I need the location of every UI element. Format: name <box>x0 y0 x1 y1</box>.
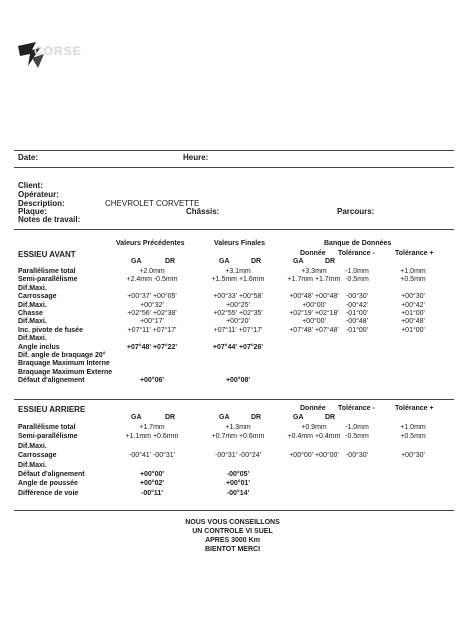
avant-row-fin: +00°25' <box>226 301 250 309</box>
arriere-row-donnee: +0.4mm +0.4mm <box>287 433 341 441</box>
arriere-row-label: Parallélisme total <box>18 424 76 431</box>
arriere-row-label: Dif.Maxi. <box>18 461 47 469</box>
arriere-row-label: Angle de poussée <box>18 480 78 488</box>
avant-row-tol-plus: +1.0mm <box>400 268 426 275</box>
plaque-label: Plaque: <box>18 207 47 216</box>
avant-row-prec: +07°11' +07°17' <box>127 326 177 334</box>
header-bottom-rule <box>14 229 454 230</box>
avant-row-prec: +00°06' <box>139 377 165 385</box>
arriere-prec-ga: GA <box>131 414 142 421</box>
avant-fin-ga: GA <box>219 258 230 265</box>
avant-bank-ga: GA <box>293 258 304 265</box>
footer-line-3: APRES 3000 Km <box>205 537 260 544</box>
avant-row-tol-plus: +00°48' <box>401 318 425 326</box>
chassis-label: Châssis: <box>186 207 220 216</box>
arriere-row-fin: -00°14' <box>226 489 250 497</box>
avant-row-label: Dif.Maxi. <box>18 284 47 292</box>
avant-row-tol-plus: +00°30' <box>401 293 425 301</box>
avant-row-label: Braquage Maximum Externe <box>18 368 113 376</box>
avant-row-fin: +1.5mm +1.6mm <box>211 276 265 284</box>
avant-title: ESSIEU AVANT <box>18 250 76 259</box>
avant-row-fin: +02°55' +02°35' <box>213 310 263 317</box>
avant-prec-ga: GA <box>131 258 142 265</box>
avant-row-donnee: +00°00' <box>302 318 326 326</box>
arriere-bank-ga: GA <box>293 414 304 421</box>
avant-row-label: Carrossage <box>18 293 57 301</box>
footer-line-2: UN CONTROLE VI SUEL <box>192 528 273 535</box>
heure-label: Heure: <box>183 153 209 162</box>
avant-prec-dr: DR <box>165 258 176 265</box>
arriere-row-label: Carrossage <box>18 452 57 460</box>
avant-row-label: Dif.Maxi. <box>18 318 47 326</box>
avant-col-tol-minus: Tolérance - <box>338 250 375 257</box>
arriere-row-tol-plus: +0.5mm <box>400 433 426 441</box>
arriere-row-prec: +1.7mm <box>139 424 165 431</box>
arriere-row-fin: +00°01' <box>225 480 251 488</box>
avant-row-tol-minus: -01°00' <box>345 310 369 317</box>
arriere-bank-dr: DR <box>325 414 336 421</box>
avant-row-label: Dif.Maxi. <box>18 301 47 309</box>
avant-row-tol-plus: +01°00' <box>401 326 425 334</box>
avant-row-tol-plus: +0.5mm <box>400 276 426 284</box>
avant-row-donnee: +3.3mm <box>301 268 327 275</box>
arriere-row-label: Différence de voie <box>18 489 79 497</box>
arriere-row-fin: +1.3mm <box>225 424 251 431</box>
avant-fin-dr: DR <box>251 258 262 265</box>
avant-row-label: Inc. pivote de fusée <box>18 326 83 334</box>
avant-row-tol-minus: -0.5mm <box>345 276 369 284</box>
avant-row-label: Parallélisme total <box>18 268 76 275</box>
avant-row-fin: +07°11' +07°17' <box>213 326 263 334</box>
avant-row-fin: +3.1mm <box>225 268 251 275</box>
arriere-row-fin: -00°05' <box>226 471 250 478</box>
avant-row-fin: +07°44' +07°26' <box>212 343 264 351</box>
avant-row-prec: +00°17' <box>140 318 164 326</box>
avant-col-donnee: Donnée <box>300 250 326 257</box>
arriere-row-label: Défaut d'alignement <box>18 471 85 478</box>
avant-row-fin: +00°08' <box>225 377 251 385</box>
avant-col-bank: Banque de Données <box>324 240 392 247</box>
arriere-row-tol-plus: +00°30' <box>401 452 425 460</box>
avant-row-fin: +00°33' +00°58' <box>213 293 263 301</box>
avant-row-donnee: +02°19' +02°18' <box>289 310 339 317</box>
avant-row-tol-minus: -1.0mm <box>345 268 369 275</box>
parcours-label: Parcours: <box>337 207 375 216</box>
avant-col-prec: Valeurs Précédentes <box>116 240 185 247</box>
avant-bank-dr: DR <box>325 258 336 265</box>
avant-row-donnee: +07°48' +07°48' <box>289 326 339 334</box>
operateur-label: Opérateur: <box>18 190 59 199</box>
arriere-fin-dr: DR <box>251 414 262 421</box>
avant-row-prec: +2.0mm <box>139 268 165 275</box>
notes-label: Notes de travail: <box>18 215 81 224</box>
arriere-row-tol-plus: +1.0mm <box>400 424 426 431</box>
avant-row-tol-minus: -00°30' <box>345 293 369 301</box>
arriere-row-label: Dif.Maxi. <box>18 442 47 450</box>
arriere-row-label: Semi-parallélisme <box>18 433 78 441</box>
date-rule <box>14 167 454 168</box>
avant-row-prec: +2.4mm -0.5mm <box>126 276 178 284</box>
arriere-row-tol-minus: -1.0mm <box>345 424 369 431</box>
logo-watermark: CORSE <box>34 44 82 58</box>
avant-row-label: Chasse <box>18 310 43 317</box>
avant-row-tol-plus: +01°00' <box>401 310 425 317</box>
avant-row-prec: +07°48' +07°22' <box>126 343 178 351</box>
avant-col-fin: Valeurs Finales <box>214 240 265 247</box>
arriere-row-prec: +00°02' <box>139 480 165 488</box>
avant-row-tol-minus: -00°48' <box>345 318 369 326</box>
client-label: Client: <box>18 181 43 190</box>
avant-row-donnee: +00°48' +00°48' <box>289 293 339 301</box>
arriere-row-prec: -00°41' -00°31' <box>128 452 176 460</box>
footer-line-1: NOUS VOUS CONSEILLONS <box>185 519 280 526</box>
arriere-row-tol-minus: -0.5mm <box>345 433 369 441</box>
avant-row-fin: +00°20' <box>226 318 250 326</box>
avant-row-tol-minus: -01°00' <box>345 326 369 334</box>
arriere-row-prec: +00°00' <box>139 471 165 478</box>
avant-row-label: Semi-parallélisme <box>18 276 78 284</box>
avant-bottom-rule <box>14 399 454 400</box>
arriere-col-tol-minus: Tolérance - <box>338 405 375 412</box>
footer-line-4: BIENTOT MERCI <box>204 546 261 553</box>
arriere-row-prec: +1.1mm +0.6mm <box>125 433 179 441</box>
header-top-rule <box>14 150 454 151</box>
avant-row-label: Dif.Maxi. <box>18 335 47 343</box>
arriere-prec-dr: DR <box>165 414 176 421</box>
avant-col-tol-plus: Tolérance + <box>395 250 434 257</box>
arriere-row-donnee: +00°00' +00°00' <box>289 452 339 460</box>
avant-row-donnee: +1.7mm +1.7mm <box>287 276 341 284</box>
arriere-row-fin: +0.7mm +0.6mm <box>211 433 265 441</box>
arriere-fin-ga: GA <box>219 414 230 421</box>
avant-row-label: Défaut d'alignement <box>18 377 85 385</box>
avant-row-tol-minus: -00°42' <box>345 301 369 309</box>
avant-row-prec: +00°37' +00°05' <box>127 293 177 301</box>
description-label: Description: <box>18 199 65 208</box>
arriere-row-fin: -00°31' -00°24' <box>214 452 262 460</box>
arriere-row-tol-minus: -00°30' <box>345 452 369 460</box>
date-label: Date: <box>18 153 39 162</box>
avant-row-prec: +00°32' <box>140 301 164 309</box>
avant-row-label: Braquage Maximum Interne <box>18 360 110 368</box>
avant-row-prec: +02°56' +02°38' <box>127 310 177 317</box>
description-value: CHEVROLET CORVETTE <box>105 199 200 208</box>
avant-row-label: Angle inclus <box>18 343 60 351</box>
arriere-col-tol-plus: Tolérance + <box>395 405 434 412</box>
avant-row-donnee: +00°00' <box>302 301 326 309</box>
arriere-bottom-rule <box>14 510 454 511</box>
avant-row-label: Dif. angle de braquage 20° <box>18 352 106 359</box>
arriere-row-prec: -00°11' <box>141 489 163 497</box>
arriere-row-donnee: +0.9mm <box>301 424 327 431</box>
arriere-col-donnee: Donnée <box>300 405 326 412</box>
arriere-title: ESSIEU ARRIERE <box>18 405 86 414</box>
avant-row-tol-plus: +00°42' <box>401 301 425 309</box>
